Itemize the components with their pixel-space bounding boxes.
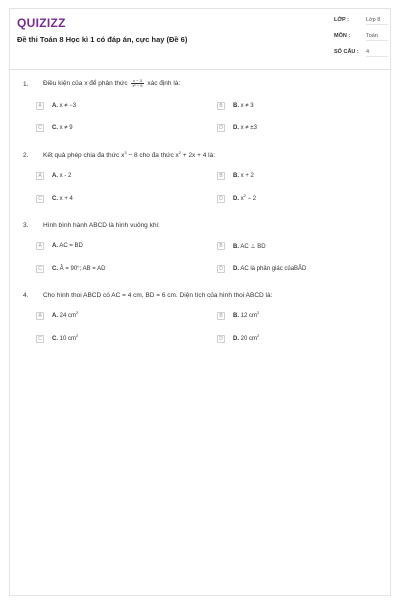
option-text xyxy=(52,310,79,319)
option-checkbox[interactable]: A xyxy=(36,312,44,320)
option-text xyxy=(52,173,71,179)
option-letter: A. xyxy=(52,173,58,179)
option-value: AC là phân giác củaBÂD xyxy=(240,266,307,272)
question-3-option-a[interactable] xyxy=(36,242,186,252)
meta-subject-label: MÔN : xyxy=(334,33,351,39)
question-1-text xyxy=(43,79,180,88)
option-text xyxy=(52,266,105,272)
question-4-option-c[interactable] xyxy=(36,335,186,345)
question-3-option-d[interactable] xyxy=(217,265,367,275)
option-checkbox[interactable]: B xyxy=(217,172,225,180)
option-text xyxy=(52,196,73,202)
question-2-exponent: 2 xyxy=(178,149,182,155)
question-1-fraction-denominator: x² − 9 xyxy=(132,83,143,88)
option-value: Â = 90°; AB = AD xyxy=(59,266,106,272)
option-value: 20 cm xyxy=(240,336,258,342)
option-checkbox[interactable]: B xyxy=(217,242,225,250)
question-2-text-part: + 2x + 4 là: xyxy=(181,152,215,159)
option-checkbox[interactable]: C xyxy=(36,124,44,132)
option-checkbox[interactable]: A xyxy=(36,102,44,110)
option-letter: C. xyxy=(52,196,58,202)
question-1-option-c[interactable] xyxy=(36,124,186,134)
option-exponent: 2 xyxy=(257,310,260,315)
option-exponent: 2 xyxy=(76,333,79,338)
question-1-option-d[interactable] xyxy=(217,124,367,134)
meta-class-value: Lớp 8 xyxy=(366,17,388,25)
option-checkbox[interactable]: D xyxy=(217,195,225,203)
meta-subject-value: Toán xyxy=(366,33,388,41)
question-3-option-c[interactable] xyxy=(36,265,186,275)
question-2-text-part: − 8 cho đa thức x xyxy=(126,152,179,159)
question-1-text-after: xác định là: xyxy=(147,80,181,88)
meta-class-label: LỚP : xyxy=(334,17,349,23)
option-letter: D. xyxy=(233,266,239,272)
question-4-option-a[interactable] xyxy=(36,312,186,322)
option-value: 12 cm xyxy=(240,313,258,319)
option-text xyxy=(52,243,83,249)
question-3-text: Hình bình hành ABCD là hình vuông khi: xyxy=(43,222,160,229)
option-checkbox[interactable]: D xyxy=(217,124,225,132)
option-checkbox[interactable]: C xyxy=(36,265,44,273)
option-checkbox[interactable]: C xyxy=(36,335,44,343)
option-checkbox[interactable]: C xyxy=(36,195,44,203)
option-letter: A. xyxy=(52,313,58,319)
option-text xyxy=(233,103,254,109)
question-4-number: 4. xyxy=(23,292,29,299)
option-exponent: 2 xyxy=(243,193,246,198)
option-value: x ≠ 3 xyxy=(240,103,254,109)
option-value: x + 2 xyxy=(240,173,254,179)
question-2-option-c[interactable] xyxy=(36,195,186,205)
meta-count-value: 4 xyxy=(366,49,388,57)
option-value: x - 2 xyxy=(59,173,72,179)
worksheet-title: Đề thi Toán 8 Học kì 1 có đáp án, cực hay (Đề 6) xyxy=(17,35,188,44)
option-letter: C. xyxy=(52,125,58,131)
option-text xyxy=(52,125,73,131)
question-1-fraction-numerator: x − 3 xyxy=(133,78,142,83)
question-2-text xyxy=(43,149,215,159)
question-2-option-a[interactable] xyxy=(36,172,186,182)
meta-count-label: SỐ CÂU : xyxy=(334,49,359,55)
option-value: x xyxy=(240,196,244,202)
question-1-option-b[interactable] xyxy=(217,102,367,112)
option-letter: D. xyxy=(233,336,239,342)
option-text xyxy=(52,333,79,342)
question-2-text-part: Kết quả phép chia đa thức x xyxy=(43,152,125,159)
option-letter: B. xyxy=(233,244,239,250)
option-value: AC = BD xyxy=(59,243,83,249)
option-value-after: − 2 xyxy=(245,196,257,202)
option-value: x ≠ 9 xyxy=(59,125,73,131)
option-letter: C. xyxy=(52,336,58,342)
question-1-fraction xyxy=(131,79,143,88)
option-value: 10 cm xyxy=(59,336,77,342)
question-3-option-b[interactable] xyxy=(217,242,367,252)
quizizz-logo: QUIZIZZ xyxy=(17,16,66,30)
option-text xyxy=(233,125,257,131)
option-value: x ≠ ±3 xyxy=(240,125,257,131)
option-letter: D. xyxy=(233,125,239,131)
meta-count-row xyxy=(334,47,392,59)
option-value: x ≠ −3 xyxy=(59,103,77,109)
option-value: AC ⊥ BD xyxy=(240,244,266,250)
option-checkbox[interactable]: A xyxy=(36,242,44,250)
option-letter: D. xyxy=(233,196,239,202)
option-text xyxy=(233,310,260,319)
option-text xyxy=(233,333,260,342)
question-2-option-d[interactable] xyxy=(217,195,367,205)
question-1-option-a[interactable] xyxy=(36,102,186,112)
question-4-option-d[interactable] xyxy=(217,335,367,345)
option-exponent: 2 xyxy=(257,333,260,338)
worksheet-header xyxy=(10,9,390,70)
option-exponent: 2 xyxy=(76,310,79,315)
question-2-number: 2. xyxy=(23,152,29,159)
option-letter: A. xyxy=(52,243,58,249)
option-text xyxy=(233,193,257,202)
option-text xyxy=(52,103,76,109)
option-letter: B. xyxy=(233,173,239,179)
option-text xyxy=(233,173,254,179)
option-checkbox[interactable]: B xyxy=(217,102,225,110)
option-checkbox[interactable]: B xyxy=(217,312,225,320)
question-2-exponent: 3 xyxy=(124,149,127,155)
question-3-number: 3. xyxy=(23,222,29,229)
question-1-text-before: Điều kiện của x để phân thức xyxy=(43,80,128,88)
option-text xyxy=(233,266,306,272)
option-checkbox[interactable]: A xyxy=(36,172,44,180)
option-text xyxy=(233,243,266,250)
option-value: 24 cm xyxy=(59,313,77,319)
option-letter: C. xyxy=(52,266,58,272)
question-2-option-b[interactable] xyxy=(217,172,367,182)
option-checkbox[interactable]: D xyxy=(217,335,225,343)
question-4-text: Cho hình thoi ABCD có AC = 4 cm, BD = 6 cm. Diện tích của hình thoi ABCD là: xyxy=(43,292,273,299)
option-letter: B. xyxy=(233,103,239,109)
option-checkbox[interactable]: D xyxy=(217,265,225,273)
meta-subject-row xyxy=(334,31,392,43)
option-value: x + 4 xyxy=(59,196,73,202)
question-4-option-b[interactable] xyxy=(217,312,367,322)
question-1-number: 1. xyxy=(23,81,29,88)
option-letter: B. xyxy=(233,313,239,319)
option-letter: A. xyxy=(52,103,58,109)
worksheet-page xyxy=(9,8,391,596)
meta-class-row xyxy=(334,15,392,27)
